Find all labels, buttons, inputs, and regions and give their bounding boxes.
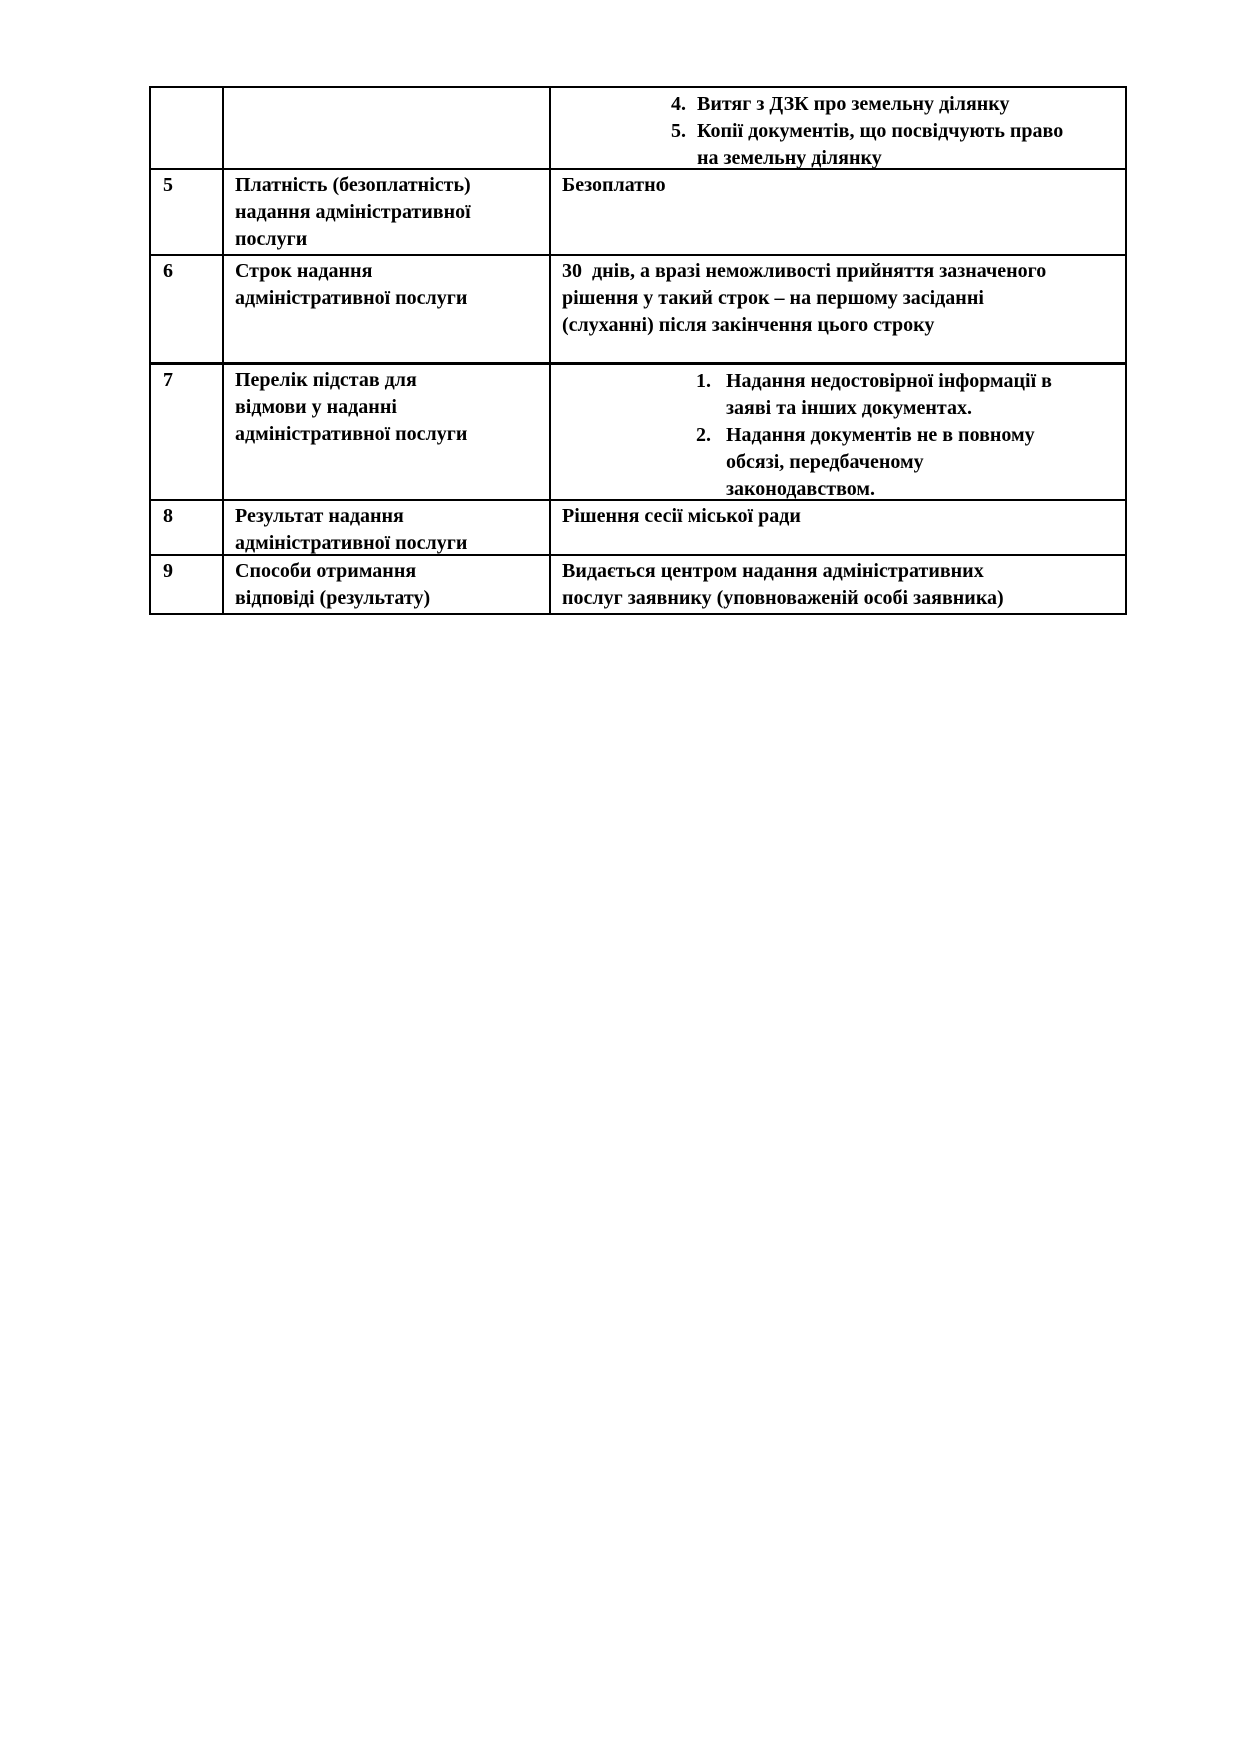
row9-label-cell bbox=[224, 556, 551, 613]
text-line: Видається центром надання адміністративних bbox=[562, 560, 984, 582]
label-line: відмови у наданні bbox=[235, 396, 397, 418]
row-number: 7 bbox=[163, 369, 173, 391]
label-line: адміністративної послуги bbox=[235, 287, 468, 309]
text-line: рішення у такий строк – на першому засіданні bbox=[562, 287, 984, 309]
admin-service-table bbox=[149, 86, 1127, 615]
row-number: 8 bbox=[163, 505, 173, 527]
row9-number-cell bbox=[151, 556, 224, 613]
row6-label-cell bbox=[224, 256, 551, 365]
label-line: Способи отримання bbox=[235, 560, 417, 582]
row8-label-cell bbox=[224, 501, 551, 556]
list-item bbox=[671, 91, 1119, 118]
row5-label-cell bbox=[224, 170, 551, 256]
text-line: обсязі, передбаченому bbox=[726, 451, 924, 473]
text-line: Надання документів не в повному bbox=[726, 424, 1035, 446]
text-line: Рішення сесії міської ради bbox=[562, 505, 801, 527]
row7-label-cell bbox=[224, 365, 551, 501]
label-line: адміністративної послуги bbox=[235, 423, 468, 445]
row8-number-cell bbox=[151, 501, 224, 556]
list-item bbox=[696, 422, 1119, 501]
list-item-text bbox=[697, 118, 1119, 170]
row8-content-cell bbox=[551, 501, 1125, 556]
label-line: Перелік підстав для bbox=[235, 369, 417, 391]
row-continuation-label-cell bbox=[224, 88, 551, 170]
label-line: послуги bbox=[235, 228, 308, 250]
text-line: (слуханні) після закінчення цього строку bbox=[562, 314, 935, 336]
row-continuation-content-cell bbox=[551, 88, 1125, 170]
text-line: 30 днів, а вразі неможливості прийняття зазначеного bbox=[562, 260, 1047, 282]
text-line: Витяг з ДЗК про земельну ділянку bbox=[697, 93, 1010, 115]
label-line: Платність (безоплатність) bbox=[235, 174, 471, 196]
row6-number-cell bbox=[151, 256, 224, 365]
list-item-marker: 5. bbox=[671, 120, 686, 142]
list-item-marker: 2. bbox=[696, 424, 711, 446]
row6-content-cell bbox=[551, 256, 1125, 365]
list-item bbox=[671, 118, 1119, 170]
row5-number-cell bbox=[151, 170, 224, 256]
text-line: послуг заявнику (уповноваженій особі заявника) bbox=[562, 587, 1004, 609]
row-number: 9 bbox=[163, 560, 173, 582]
row-number: 5 bbox=[163, 174, 173, 196]
row7-number-cell bbox=[151, 365, 224, 501]
label-line: відповіді (результату) bbox=[235, 587, 431, 609]
text-line: на земельну ділянку bbox=[697, 147, 882, 169]
label-line: Строк надання bbox=[235, 260, 373, 282]
list-item-marker: 4. bbox=[671, 93, 686, 115]
row7-content-cell bbox=[551, 365, 1125, 501]
text-line: Надання недостовірної інформації в bbox=[726, 370, 1052, 392]
label-line: адміністративної послуги bbox=[235, 532, 468, 554]
label-line: надання адміністративної bbox=[235, 201, 471, 223]
text-line: Копії документів, що посвідчують право bbox=[697, 120, 1064, 142]
text-line: Безоплатно bbox=[562, 174, 666, 196]
row9-content-cell bbox=[551, 556, 1125, 613]
text-line: заяві та інших документах. bbox=[726, 397, 972, 419]
list-item-text bbox=[697, 91, 1119, 118]
row-continuation-number-cell bbox=[151, 88, 224, 170]
label-line: Результат надання bbox=[235, 505, 404, 527]
list-item-text bbox=[726, 422, 1119, 501]
text-line: законодавством. bbox=[726, 478, 876, 500]
list-item-text bbox=[726, 368, 1119, 422]
list-item-marker: 1. bbox=[696, 370, 711, 392]
row5-content-cell bbox=[551, 170, 1125, 256]
row-number: 6 bbox=[163, 260, 173, 282]
list-item bbox=[696, 368, 1119, 422]
